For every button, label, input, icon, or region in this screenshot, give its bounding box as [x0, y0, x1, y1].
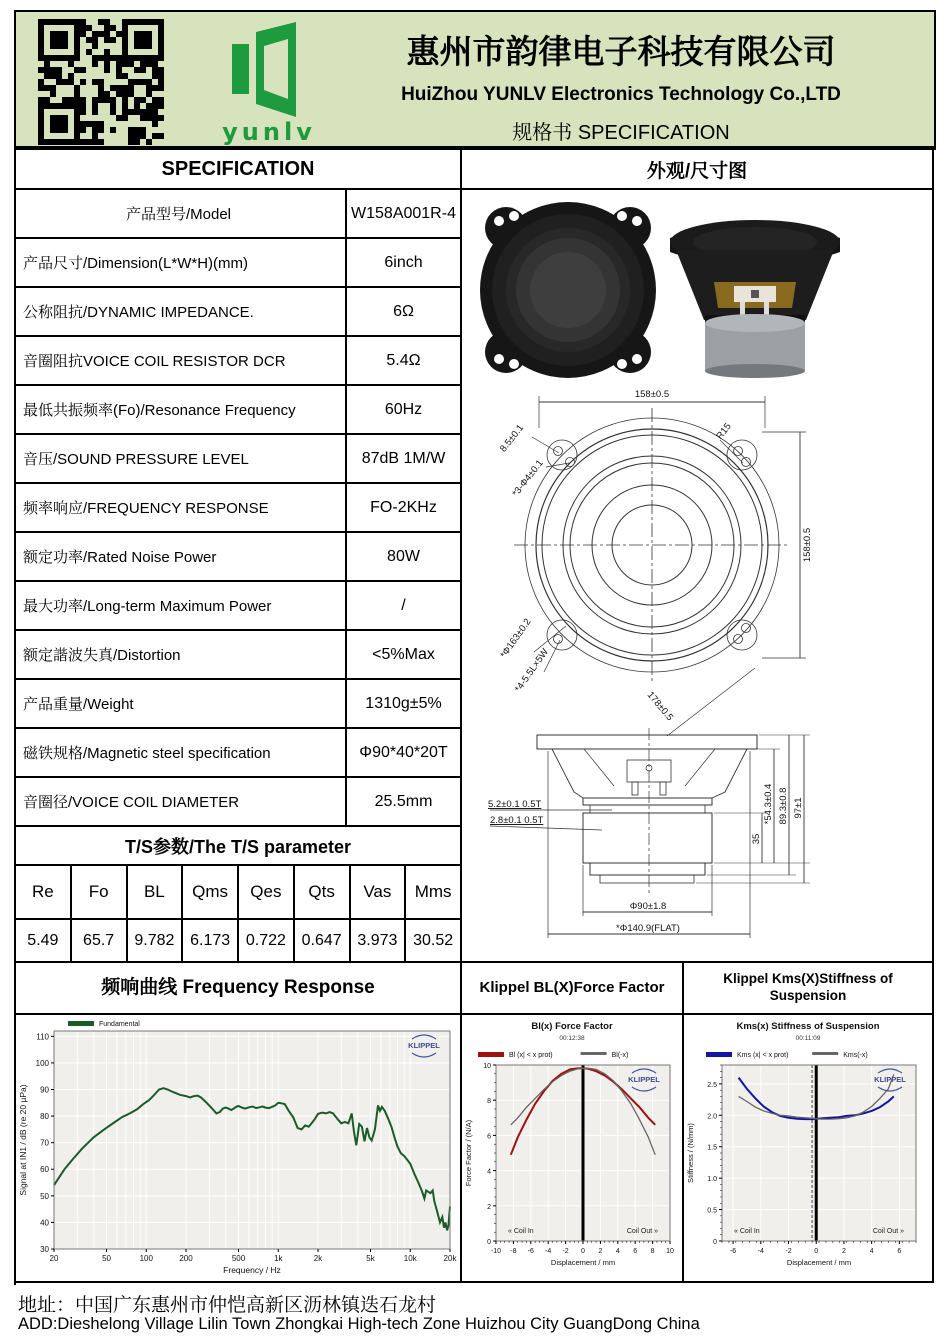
ts-header: Mms	[406, 866, 462, 920]
company-header	[14, 10, 936, 148]
svg-text:2: 2	[841, 1248, 846, 1255]
spec-row-label: 公称阻抗/DYNAMIC IMPEDANCE.	[16, 288, 347, 337]
spec-row-label: 产品尺寸/Dimension(L*W*H)(mm)	[16, 239, 347, 288]
svg-text:0: 0	[581, 1248, 585, 1255]
svg-text:Kms(-x): Kms(-x)	[843, 1052, 868, 1059]
spec-row-label: 最大功率/Long-term Maximum Power	[16, 582, 347, 631]
svg-text:0: 0	[487, 1239, 491, 1246]
spec-row-label: 最低共振频率(Fo)/Resonance Frequency	[16, 386, 347, 435]
svg-text:50: 50	[102, 1254, 111, 1263]
svg-text:Coil Out »: Coil Out »	[872, 1228, 904, 1235]
qr-code-icon	[38, 19, 170, 145]
svg-text:« Coil In: « Coil In	[734, 1228, 760, 1235]
svg-text:60: 60	[40, 1165, 49, 1175]
svg-text:Force Factor / (N/A): Force Factor / (N/A)	[464, 1119, 473, 1187]
ts-header: Re	[16, 866, 72, 920]
svg-text:2: 2	[598, 1248, 603, 1255]
svg-text:100: 100	[139, 1254, 153, 1263]
svg-text:-6: -6	[729, 1248, 737, 1255]
dim-label: *Φ163±0.2	[498, 616, 534, 661]
appearance-dimension-panel	[462, 190, 934, 963]
svg-text:1k: 1k	[274, 1254, 283, 1263]
svg-text:1.5: 1.5	[707, 1144, 717, 1152]
svg-text:10: 10	[666, 1248, 674, 1255]
svg-text:-8: -8	[510, 1248, 517, 1255]
svg-text:Coil Out »: Coil Out »	[626, 1228, 658, 1235]
company-name-en: HuiZhou YUNLV Electronics Technology Co.,LTD	[401, 84, 841, 105]
bl-force-factor-chart	[462, 1015, 684, 1283]
svg-text:Displacement / mm: Displacement / mm	[550, 1258, 616, 1267]
svg-text:Kms(x) Stiffness of Suspension: Kms(x) Stiffness of Suspension	[736, 1021, 880, 1032]
ts-header-row	[16, 866, 462, 920]
svg-text:6: 6	[897, 1248, 902, 1255]
svg-text:4: 4	[869, 1248, 874, 1255]
dim-label: 8.5±0.1	[497, 422, 527, 455]
svg-text:KLIPPEL: KLIPPEL	[408, 1041, 440, 1050]
doc-type-title: 规格书 SPECIFICATION	[512, 122, 730, 144]
svg-text:0: 0	[814, 1248, 819, 1255]
svg-text:KLIPPEL: KLIPPEL	[874, 1075, 906, 1084]
spec-row-label: 额定功率/Rated Noise Power	[16, 533, 347, 582]
spec-row-value: 1310g±5%	[347, 680, 462, 729]
svg-text:2.0: 2.0	[707, 1113, 717, 1121]
svg-text:00:11:09: 00:11:09	[795, 1035, 821, 1042]
speaker-logo-icon	[204, 22, 334, 117]
spec-row-value: Φ90*40*20T	[347, 729, 462, 778]
svg-text:110: 110	[36, 1032, 49, 1042]
ts-value: 3.973	[351, 920, 407, 963]
svg-text:Bl(x) Force Factor: Bl(x) Force Factor	[531, 1021, 613, 1032]
ts-value: 0.647	[295, 920, 351, 963]
kms-stiffness-chart	[684, 1015, 934, 1283]
spec-row-label: 音圈径/VOICE COIL DIAMETER	[16, 778, 347, 827]
svg-text:4: 4	[615, 1248, 620, 1255]
ts-value: 65.7	[72, 920, 128, 963]
svg-text:1.0: 1.0	[707, 1176, 717, 1184]
klippel-kms-header: Klippel Kms(X)Stiffness of Suspension	[684, 963, 934, 1015]
spec-row-value: 25.5mm	[347, 778, 462, 827]
frequency-response-chart	[16, 1015, 462, 1283]
spec-row-value: 6inch	[347, 239, 462, 288]
spec-row-label: 音圈阻抗VOICE COIL RESISTOR DCR	[16, 337, 347, 386]
ts-value: 6.173	[183, 920, 239, 963]
svg-text:10k: 10k	[403, 1254, 417, 1263]
dim-label: *4-5.5L×5W	[512, 646, 551, 695]
svg-text:Bl(-x): Bl(-x)	[611, 1052, 629, 1059]
svg-text:0.5: 0.5	[707, 1207, 717, 1215]
side-view-photo	[670, 220, 840, 378]
spec-row-value: /	[347, 582, 462, 631]
frequency-response-header: 频响曲线 Frequency Response	[16, 963, 462, 1015]
svg-text:-2: -2	[562, 1248, 569, 1255]
svg-text:2: 2	[487, 1203, 491, 1211]
svg-text:-4: -4	[757, 1248, 764, 1255]
logo-text: yunlv	[222, 118, 316, 146]
dim-label: R15	[714, 421, 734, 442]
svg-text:90: 90	[40, 1085, 49, 1095]
svg-text:-10: -10	[490, 1248, 502, 1255]
spec-row-label: 音压/SOUND PRESSURE LEVEL	[16, 435, 347, 484]
dim-label: 2.8±0.1 0.5T	[490, 815, 544, 826]
dim-label: *3-Φ4±0.1	[510, 457, 546, 499]
svg-text:8: 8	[487, 1098, 491, 1106]
ts-value: 9.782	[128, 920, 184, 963]
address-cn: 地址：中国广东惠州市仲恺高新区沥林镇迭石龙村	[18, 1295, 437, 1316]
spec-row-label: 产品型号/Model	[16, 190, 347, 239]
spec-body	[14, 148, 936, 1285]
spec-row-value: 60Hz	[347, 386, 462, 435]
ts-header: Vas	[351, 866, 407, 920]
svg-text:200: 200	[179, 1254, 193, 1263]
svg-text:KLIPPEL: KLIPPEL	[628, 1075, 660, 1084]
svg-text:40: 40	[40, 1218, 49, 1228]
svg-text:70: 70	[40, 1138, 49, 1148]
ts-value-row	[16, 920, 462, 963]
svg-text:20: 20	[49, 1254, 59, 1263]
ts-header: Qes	[239, 866, 295, 920]
address-en: ADD:Dieshelong Village Lilin Town Zhongkai High-tech Zone Huizhou City GuangDong China	[18, 1315, 700, 1333]
svg-text:Stiffness / (N/mm): Stiffness / (N/mm)	[686, 1123, 695, 1183]
dim-label: 89.3±0.8	[778, 787, 789, 825]
dim-label: 158±0.5	[802, 527, 813, 563]
svg-text:Signal at IN1 / dB (re 20 µPa): Signal at IN1 / dB (re 20 µPa)	[18, 1084, 28, 1196]
ts-value: 0.722	[239, 920, 295, 963]
svg-text:80: 80	[40, 1112, 49, 1122]
spec-row-label: 额定諧波失真/Distortion	[16, 631, 347, 680]
svg-text:2.5: 2.5	[707, 1081, 717, 1089]
svg-text:10: 10	[483, 1063, 491, 1070]
dim-label: *54.3±0.4	[763, 783, 774, 825]
dim-label: *Φ140.9(FLAT)	[616, 923, 680, 934]
svg-text:6: 6	[487, 1133, 491, 1141]
svg-text:-4: -4	[545, 1248, 552, 1255]
spec-row-value: 87dB 1M/W	[347, 435, 462, 484]
svg-text:2k: 2k	[313, 1254, 323, 1263]
ts-value: 5.49	[16, 920, 72, 963]
drawing-section-title: 外观/尺寸图	[462, 150, 934, 190]
svg-text:4: 4	[487, 1168, 491, 1176]
spec-row-value: W158A001R-4	[347, 190, 462, 239]
front-view-drawing	[514, 396, 806, 736]
spec-row-value: 80W	[347, 533, 462, 582]
spec-row-value: 5.4Ω	[347, 337, 462, 386]
company-name-cn: 惠州市韵律电子科技有限公司	[406, 33, 836, 70]
ts-header: Qms	[183, 866, 239, 920]
spec-row-value: 6Ω	[347, 288, 462, 337]
company-logo	[204, 22, 334, 146]
spec-table-title: SPECIFICATION	[16, 150, 462, 190]
ts-header: BL	[128, 866, 184, 920]
ts-header: Fo	[72, 866, 128, 920]
svg-text:5k: 5k	[366, 1254, 375, 1263]
spec-row-label: 磁铁规格/Magnetic steel specification	[16, 729, 347, 778]
svg-text:-6: -6	[527, 1248, 534, 1255]
svg-text:30: 30	[40, 1245, 49, 1254]
svg-text:00:12:38: 00:12:38	[559, 1035, 585, 1042]
svg-text:0: 0	[713, 1239, 717, 1246]
svg-text:Kms (x| < x prot): Kms (x| < x prot)	[737, 1052, 789, 1059]
dim-label: 178±0.5	[644, 689, 676, 724]
dim-label: 5.2±0.1 0.5T	[488, 799, 542, 810]
spec-row-label: 产品重量/Weight	[16, 680, 347, 729]
spec-row-value: FO-2KHz	[347, 484, 462, 533]
svg-text:50: 50	[40, 1191, 49, 1201]
svg-text:Fundamental: Fundamental	[99, 1021, 140, 1028]
svg-text:8: 8	[650, 1248, 655, 1255]
svg-text:Frequency / Hz: Frequency / Hz	[223, 1265, 281, 1275]
front-view-photo	[480, 202, 656, 378]
svg-text:20k: 20k	[443, 1254, 457, 1263]
svg-text:100: 100	[35, 1058, 49, 1068]
dim-label: 97±1	[793, 797, 804, 819]
dim-label: 35	[751, 833, 762, 845]
ts-table-title: T/S参数/The T/S parameter	[16, 827, 462, 866]
dim-label: Φ90±1.8	[629, 901, 667, 912]
svg-text:« Coil In: « Coil In	[508, 1228, 534, 1235]
svg-text:Displacement / mm: Displacement / mm	[786, 1258, 852, 1267]
klippel-bl-header: Klippel BL(X)Force Factor	[462, 963, 684, 1015]
svg-text:500: 500	[231, 1254, 246, 1263]
ts-value: 30.52	[406, 920, 462, 963]
svg-text:Bl (x| < x prot): Bl (x| < x prot)	[509, 1052, 553, 1059]
ts-header: Qts	[295, 866, 351, 920]
svg-text:6: 6	[633, 1248, 638, 1255]
svg-text:-2: -2	[785, 1248, 792, 1255]
dim-label: 158±0.5	[634, 389, 670, 400]
spec-row-label: 频率响应/FREQUENCY RESPONSE	[16, 484, 347, 533]
spec-row-value: <5%Max	[347, 631, 462, 680]
